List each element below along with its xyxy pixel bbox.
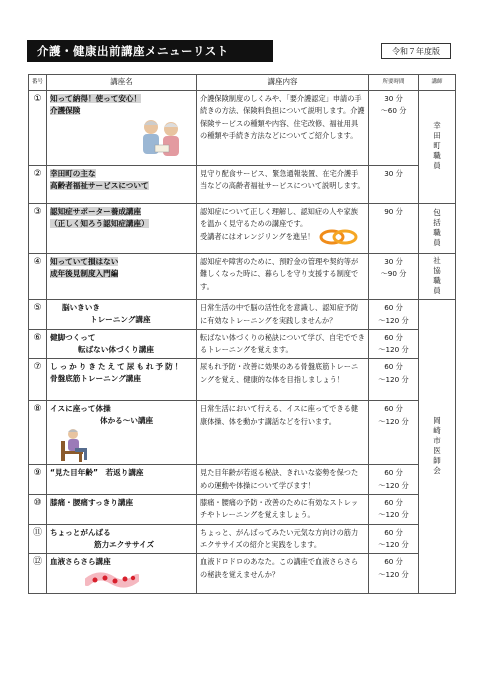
row-number: ① bbox=[29, 91, 47, 166]
row-number: ⑥ bbox=[29, 329, 47, 359]
duration-max: ～120 分 bbox=[378, 539, 409, 549]
course-title-line: 知って納得！使って安心！ bbox=[50, 94, 142, 103]
course-title-line: 血液さらさら講座 bbox=[50, 557, 111, 567]
table-row bbox=[29, 329, 456, 359]
course-title-line: ちょっとがんばる bbox=[50, 527, 111, 537]
duration-max: ～90 分 bbox=[380, 269, 407, 279]
course-description: 尿もれ予防・改善に効果のある骨盤底筋トレーニングを覚え、健康的な体を目指しましょう！ bbox=[197, 359, 369, 401]
table-row bbox=[29, 524, 456, 554]
course-cell bbox=[47, 91, 197, 166]
duration-cell bbox=[369, 554, 419, 594]
duration-min: 30 分 bbox=[384, 94, 403, 103]
duration-max: ～120 分 bbox=[378, 510, 409, 520]
course-title-line: 知っていて損はない bbox=[50, 257, 119, 266]
course-title-line: 膝痛・腰痛すっきり講座 bbox=[50, 498, 134, 508]
course-description: 見守り配食サービス、緊急通報装置、在宅介護手当などの高齢者福祉サービスについて説明します。 bbox=[197, 166, 369, 204]
table-row bbox=[29, 465, 456, 495]
duration-max: ～120 分 bbox=[378, 345, 409, 355]
edition-label: 令和７年度版 bbox=[381, 43, 451, 59]
table-row bbox=[29, 554, 456, 594]
row-number: ③ bbox=[29, 204, 47, 254]
table-row bbox=[29, 254, 456, 300]
duration-max: ～60 分 bbox=[380, 106, 407, 116]
course-cell bbox=[47, 495, 197, 525]
course-description: 日常生活において行える、イスに座ってできる健康体操、体を動かす講話などを行います。 bbox=[197, 401, 369, 465]
course-title-line: 健脚つくって bbox=[50, 332, 96, 342]
course-cell bbox=[47, 166, 197, 204]
duration-max: ～120 分 bbox=[378, 315, 409, 325]
course-title-line: 転ばない体づくり講座 bbox=[78, 344, 154, 354]
row-number: ⑫ bbox=[29, 554, 47, 594]
course-title-line: 骨盤底筋トレーニング講座 bbox=[50, 374, 141, 384]
course-cell bbox=[47, 359, 197, 401]
row-number: ④ bbox=[29, 254, 47, 300]
duration-min: 60 分 bbox=[384, 498, 403, 508]
course-title-line: しっかりきたえて尿もれ予防！ bbox=[50, 362, 185, 372]
course-description: 転ばない体づくりの秘訣について学び、自宅でできるトレーニングを覚えます。 bbox=[197, 329, 369, 359]
table-row bbox=[29, 359, 456, 401]
dept-ishikai: 岡崎市医師会 bbox=[419, 300, 456, 594]
course-cell bbox=[47, 465, 197, 495]
course-description: 認知症や障害のために、預貯金の管理や契約等が難しくなった時に、暮らしを守り支援する制度です。 bbox=[197, 254, 369, 300]
duration-cell bbox=[369, 204, 419, 254]
course-description bbox=[197, 204, 369, 254]
course-cell bbox=[47, 524, 197, 554]
duration-max: ～120 分 bbox=[378, 416, 409, 426]
course-title-line: （正しく知ろう認知症講座） bbox=[50, 219, 149, 228]
course-title-line: 体かる～い講座 bbox=[100, 416, 154, 426]
row-number: ⑪ bbox=[29, 524, 47, 554]
dept-shakyo: 社協職員 bbox=[419, 254, 456, 300]
row-number: ⑩ bbox=[29, 495, 47, 525]
table-row bbox=[29, 166, 456, 204]
header-time: 所要時間 bbox=[369, 75, 419, 91]
duration-min: 30 分 bbox=[384, 169, 403, 178]
duration-cell bbox=[369, 465, 419, 495]
course-title-line: 脳いきいき bbox=[62, 303, 100, 313]
duration-min: 90 分 bbox=[384, 207, 403, 216]
course-cell bbox=[47, 329, 197, 359]
duration-min: 60 分 bbox=[384, 362, 403, 372]
duration-cell bbox=[369, 495, 419, 525]
course-description-text: 認知症について正しく理解し、認知症の人や家族を温かく見守るための講座です。 bbox=[200, 207, 358, 229]
duration-cell bbox=[369, 166, 419, 204]
course-description: 膝痛・腰痛の予防・改善のために有効なストレッチやトレーニングを覚えましょう。 bbox=[197, 495, 369, 525]
course-description: 見た目年齢が若返る秘訣、きれいな姿勢を保つための運動や体操について学びます！ bbox=[197, 465, 369, 495]
row-number: ⑧ bbox=[29, 401, 47, 465]
row-number: ⑦ bbox=[29, 359, 47, 401]
course-title-line: トレーニング講座 bbox=[90, 315, 151, 325]
header-content: 講座内容 bbox=[197, 75, 369, 91]
header-dept: 講師 bbox=[419, 75, 456, 91]
table-row bbox=[29, 401, 456, 465]
course-title-line: 筋力エクササイズ bbox=[94, 539, 155, 549]
duration-cell bbox=[369, 254, 419, 300]
duration-max: ～120 分 bbox=[378, 569, 409, 579]
elderly-couple-illustration bbox=[135, 117, 187, 161]
duration-cell bbox=[369, 524, 419, 554]
course-description: ちょっと、がんばってみたい元気な方向けの筋力エクササイズの紹介と実践をします。 bbox=[197, 524, 369, 554]
row-number: ⑨ bbox=[29, 465, 47, 495]
chair-exercise-illustration bbox=[57, 427, 93, 463]
course-cell bbox=[47, 554, 197, 594]
table-row bbox=[29, 300, 456, 330]
duration-min: 30 分 bbox=[384, 257, 403, 266]
course-title-line: 介護保険 bbox=[50, 106, 81, 115]
course-title-line: イスに座って体操 bbox=[50, 404, 111, 414]
course-title-line: 幸田町の主な bbox=[50, 169, 96, 178]
row-number: ② bbox=[29, 166, 47, 204]
duration-min: 60 分 bbox=[384, 404, 403, 414]
duration-max: ～120 分 bbox=[378, 480, 409, 490]
blood-flow-illustration bbox=[85, 570, 139, 590]
orange-ring-note: 受講者にはオレンジリングを進呈！ bbox=[200, 231, 315, 241]
table-row bbox=[29, 91, 456, 166]
course-description: 日常生活の中で脳の活性化を意識し、認知症予防に有効なトレーニングを実践しませんか？ bbox=[197, 300, 369, 330]
course-cell bbox=[47, 300, 197, 330]
course-title-line: 成年後見制度入門編 bbox=[50, 269, 119, 278]
table-row bbox=[29, 204, 456, 254]
duration-max: ～120 分 bbox=[378, 374, 409, 384]
duration-cell bbox=[369, 329, 419, 359]
duration-cell bbox=[369, 91, 419, 166]
course-description: 介護保険制度のしくみや、「要介護認定」申請の手続きの方法、保険料負担について説明します。介護保険サービスの種類や内容、住宅改修、福祉用具の種類や手続き方法などについてご紹介します。 bbox=[197, 91, 369, 166]
duration-cell bbox=[369, 359, 419, 401]
course-title-line: 高齢者福祉サービスについて bbox=[50, 181, 149, 190]
orange-ring-icon bbox=[317, 226, 361, 246]
duration-cell bbox=[369, 401, 419, 465]
duration-min: 60 分 bbox=[384, 557, 403, 567]
page-title: 介護・健康出前講座メニューリスト bbox=[27, 40, 273, 62]
duration-min: 60 分 bbox=[384, 332, 403, 342]
course-cell bbox=[47, 401, 197, 465]
duration-cell bbox=[369, 300, 419, 330]
course-cell bbox=[47, 204, 197, 254]
course-title-line: “見た目年齢” 若返り講座 bbox=[50, 468, 144, 478]
duration-min: 60 分 bbox=[384, 468, 403, 478]
table-row bbox=[29, 495, 456, 525]
header-course: 講座名 bbox=[47, 75, 197, 91]
duration-min: 60 分 bbox=[384, 303, 403, 313]
header-num: 番号 bbox=[29, 75, 47, 91]
course-menu-table bbox=[28, 74, 456, 594]
row-number: ⑤ bbox=[29, 300, 47, 330]
duration-min: 60 分 bbox=[384, 527, 403, 537]
table-header-row bbox=[29, 75, 456, 91]
course-title-line: 認知症サポーター養成講座 bbox=[50, 207, 142, 216]
course-cell bbox=[47, 254, 197, 300]
dept-town: 幸田町職員 bbox=[419, 91, 456, 204]
dept-hokatsu: 包括職員 bbox=[419, 204, 456, 254]
course-description: 血液ドロドロのあなた。この講座で血液さらさらの秘訣を覚えませんか？ bbox=[197, 554, 369, 594]
